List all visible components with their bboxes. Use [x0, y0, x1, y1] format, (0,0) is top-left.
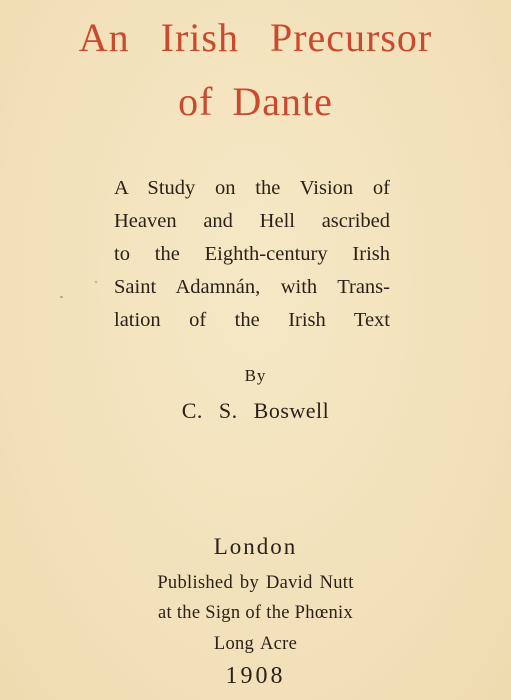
- publisher-street-line: Long Acre: [213, 634, 298, 654]
- subtitle-block: [114, 172, 390, 337]
- subtitle-line: Heaven and Hell ascribed: [114, 210, 390, 232]
- paper-speck: [60, 296, 63, 298]
- by-label: By: [244, 366, 267, 385]
- subtitle-line: Saint Adamnán, with Trans-: [114, 276, 390, 298]
- paper-speck: [95, 281, 97, 283]
- subtitle-line-last: lation of the Irish Text: [114, 309, 390, 331]
- publisher-line: Published by David Nutt: [157, 573, 354, 593]
- author-name: C. S. Boswell: [181, 398, 330, 423]
- publisher-address-line: at the Sign of the Phœnix: [157, 603, 354, 623]
- book-title-line-1: An Irish Precursor: [78, 15, 433, 60]
- publication-year: 1908: [225, 663, 286, 689]
- book-title-line-2: of Dante: [178, 79, 333, 124]
- subtitle-line: A Study on the Vision of: [114, 177, 390, 199]
- publication-place: London: [213, 534, 298, 559]
- subtitle-line: to the Eighth-century Irish: [114, 243, 390, 265]
